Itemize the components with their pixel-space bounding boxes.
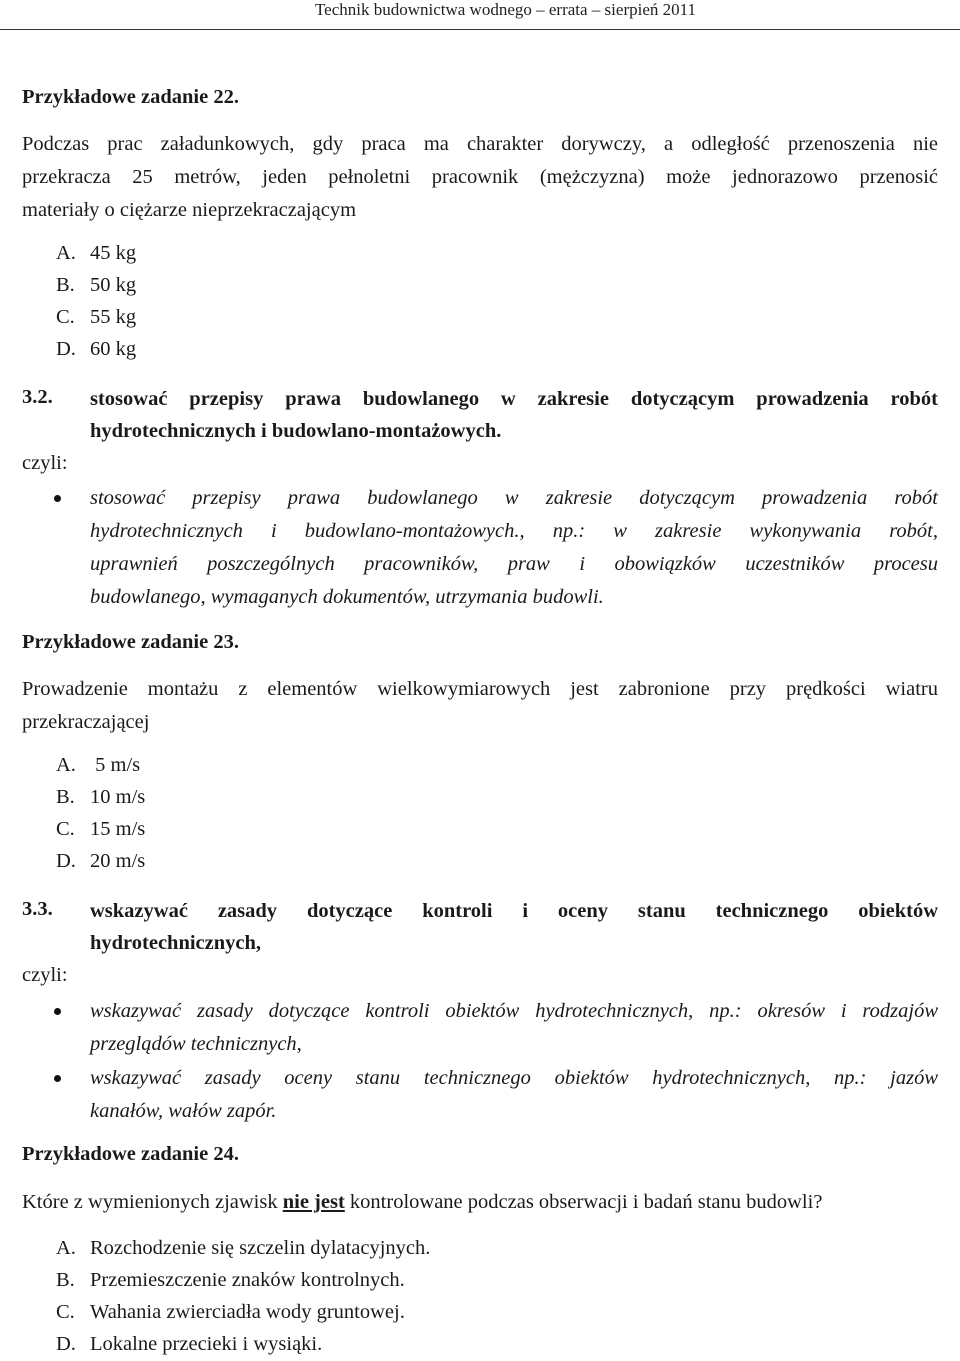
- option-letter: B.: [56, 274, 75, 296]
- section-3-2-bullet-line-4: budowlanego, wymaganych dokumentów, utrzymania budowli.: [90, 586, 604, 608]
- question-emphasis: nie jest: [282, 1191, 345, 1213]
- section-3-3-line-1: wskazywać zasady dotyczące kontroli i oceny stanu technicznego obiektów: [90, 900, 938, 922]
- question-text-before: Które z wymienionych zjawisk: [22, 1191, 283, 1213]
- option-text: Wahania zwierciadła wody gruntowej.: [90, 1301, 405, 1323]
- section-3-2-bullet-line-3: uprawnień poszczególnych pracowników, praw i obowiązków uczestników procesu: [90, 553, 938, 575]
- section-3-2-czyli: czyli:: [22, 452, 68, 474]
- section-3-2-line-2: hydrotechnicznych i budowlano-montażowych.: [90, 420, 502, 442]
- task-24-title: Przykładowe zadanie 24.: [22, 1143, 239, 1165]
- bullet-icon: [54, 1075, 61, 1082]
- section-3-2-bullet-line-1: stosować przepisy prawa budowlanego w zakresie dotyczącym prowadzenia robót: [90, 487, 938, 509]
- option-letter: A.: [56, 242, 76, 264]
- option-text: Rozchodzenie się szczelin dylatacyjnych.: [90, 1237, 431, 1259]
- task-22-option-b: [56, 274, 136, 297]
- section-3-3-bullet-2-line-2: kanałów, wałów zapór.: [90, 1100, 277, 1122]
- section-3-3-bullet-1-line-2: przeglądów technicznych,: [90, 1033, 302, 1055]
- task-23-option-c: [56, 818, 145, 841]
- task-22-question-line-2: przekracza 25 metrów, jeden pełnoletni pracownik (mężczyzna) może jednorazowo przenosić: [22, 166, 938, 188]
- task-24-option-b: [56, 1269, 405, 1292]
- task-23-question-line-1: Prowadzenie montażu z elementów wielkowymiarowych jest zabronione przy prędkości wiatru: [22, 678, 938, 700]
- section-3-3-bullet-1-line-1: wskazywać zasady dotyczące kontroli obiektów hydrotechnicznych, np.: okresów i rodzajów: [90, 1000, 938, 1022]
- option-text: Przemieszczenie znaków kontrolnych.: [90, 1269, 405, 1291]
- section-3-2-line-1: stosować przepisy prawa budowlanego w zakresie dotyczącym prowadzenia robót: [90, 388, 938, 410]
- bullet-icon: [54, 1008, 61, 1015]
- option-letter: D.: [56, 1333, 76, 1355]
- option-letter: A.: [56, 1237, 76, 1259]
- option-text: 45 kg: [90, 242, 137, 264]
- section-3-2-number: 3.2.: [22, 386, 53, 408]
- section-3-3-bullet-2-line-1: wskazywać zasady oceny stanu technicznego obiektów hydrotechnicznych, np.: jazów: [90, 1067, 938, 1089]
- option-text: 60 kg: [90, 338, 137, 360]
- task-24-question: [22, 1191, 822, 1214]
- task-23-question-line-2: przekraczającej: [22, 711, 150, 733]
- option-text: 10 m/s: [90, 786, 146, 808]
- section-3-2-bullet-line-2: hydrotechnicznych i budowlano-montażowych., np.: w zakresie wykonywania robót,: [90, 520, 938, 542]
- task-23-option-a: [56, 754, 140, 777]
- bullet-icon: [54, 495, 61, 502]
- task-22-question-line-3: materiały o ciężarze nieprzekraczającym: [22, 199, 357, 221]
- task-22-option-d: [56, 338, 136, 361]
- section-3-3-number: 3.3.: [22, 898, 53, 920]
- option-letter: B.: [56, 786, 75, 808]
- task-24-option-d: [56, 1333, 322, 1356]
- task-22-question-line-1: Podczas prac załadunkowych, gdy praca ma charakter dorywczy, a odległość przenoszenia nie: [22, 133, 938, 155]
- page-header: [0, 0, 960, 30]
- option-letter: D.: [56, 338, 76, 360]
- task-22-title: Przykładowe zadanie 22.: [22, 86, 239, 108]
- option-letter: C.: [56, 1301, 75, 1323]
- option-text: 15 m/s: [90, 818, 146, 840]
- task-24-option-a: [56, 1237, 430, 1260]
- option-letter: C.: [56, 306, 75, 328]
- task-23-option-b: [56, 786, 145, 809]
- task-22-option-a: [56, 242, 136, 265]
- option-text: 5 m/s: [90, 754, 141, 776]
- option-letter: B.: [56, 1269, 75, 1291]
- option-letter: A.: [56, 754, 76, 776]
- header-text: Technik budownictwa wodnego – errata – sierpień 2011: [314, 0, 696, 19]
- option-letter: D.: [56, 850, 76, 872]
- task-23-option-d: [56, 850, 145, 873]
- option-text: 55 kg: [90, 306, 137, 328]
- question-text-after: kontrolowane podczas obserwacji i badań stanu budowli?: [344, 1191, 823, 1213]
- section-3-3-czyli: czyli:: [22, 964, 68, 986]
- option-text: 50 kg: [90, 274, 137, 296]
- option-letter: C.: [56, 818, 75, 840]
- task-22-option-c: [56, 306, 136, 329]
- option-text: 20 m/s: [90, 850, 146, 872]
- option-text: Lokalne przecieki i wysiąki.: [90, 1333, 323, 1355]
- task-24-option-c: [56, 1301, 405, 1324]
- section-3-3-line-2: hydrotechnicznych,: [90, 932, 262, 954]
- task-23-title: Przykładowe zadanie 23.: [22, 631, 239, 653]
